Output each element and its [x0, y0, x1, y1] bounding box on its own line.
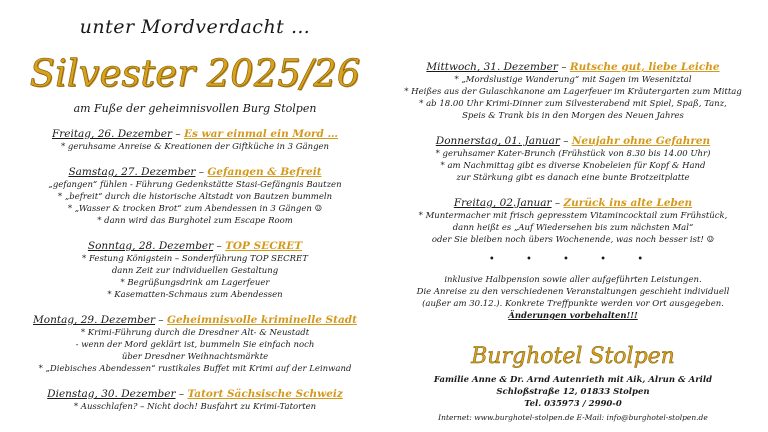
day-heading	[14, 313, 376, 327]
day-theme: Es war einmal ein Mord …	[183, 128, 339, 140]
hotel-name: Burghotel Stolpen	[471, 344, 675, 369]
event-title: Silvester 2025/26	[29, 52, 361, 95]
program-line: * Krimi-Führung durch die Dresdner Alt- & Neustadt	[80, 328, 310, 338]
hotel-address: Schloßstraße 12, 01833 Stolpen	[496, 387, 650, 397]
day-heading	[14, 127, 376, 141]
day-date: Samstag, 27. Dezember	[68, 166, 196, 178]
day-theme: Neujahr ohne Gefahren	[571, 135, 711, 147]
dash: –	[213, 240, 226, 252]
program-line: dann Zeit zur individuellen Gestaltung	[111, 266, 279, 276]
right-column	[392, 0, 754, 424]
dash: –	[175, 388, 188, 400]
program-line: * ab 18.00 Uhr Krimi-Dinner zum Silvesterabend mit Spiel, Spaß, Tanz,	[419, 99, 727, 109]
program-line: - wenn der Mord geklärt ist, bummeln Sie einfach noch	[75, 340, 315, 350]
changes-reserved: Änderungen vorbehalten!!!	[508, 311, 638, 321]
day-heading	[392, 196, 754, 210]
day-date: Freitag, 02.Januar	[453, 197, 552, 209]
program-line: * geruhsamer Kater-Brunch (Frühstück von 8.30 bis 14.00 Uhr)	[435, 149, 711, 159]
dash: –	[559, 135, 572, 147]
notes-block	[392, 274, 754, 322]
hotel-phone: Tel. 035973 / 2990-0	[524, 399, 622, 409]
day-block-dec-29	[14, 313, 376, 375]
program-line: * Festung Königstein – Sonderführung TOP SECRET	[82, 254, 308, 264]
event-subtitle: am Fuße der geheimnisvollen Burg Stolpen	[73, 102, 317, 115]
dash: –	[155, 314, 167, 326]
program-line: * Muntermacher mit frisch gepresstem Vitamincocktail zum Frühstück,	[418, 211, 728, 221]
day-block-dec-31	[392, 60, 754, 122]
program-line: Speis & Trank bis in den Morgen des Neuen Jahres	[462, 111, 684, 121]
day-heading	[14, 239, 376, 253]
day-date: Freitag, 26. Dezember	[51, 128, 173, 140]
day-block-dec-26	[14, 127, 376, 153]
note-line: inklusive Halbpension sowie aller aufgeführten Leistungen.	[444, 275, 702, 285]
headline: unter Mordverdacht …	[79, 16, 311, 38]
dash: –	[557, 61, 570, 73]
day-heading	[14, 387, 376, 401]
day-theme: Rutsche gut, liebe Leiche	[569, 61, 720, 73]
program-line: * „Diebisches Abendessen“ rustikales Buffet mit Krimi auf der Leinwand	[38, 364, 352, 374]
program-line: * am Nachmittag gibt es diverse Knobeleien für Kopf & Hand	[440, 161, 706, 171]
day-block-dec-28	[14, 239, 376, 301]
day-date: Sonntag, 28. Dezember	[87, 240, 214, 252]
day-date: Donnerstag, 01. Januar	[435, 135, 560, 147]
dash: –	[551, 197, 564, 209]
day-block-dec-30	[14, 387, 376, 413]
program-line: dann heißt es „Auf Wiedersehen bis zum nächsten Mal“	[452, 223, 694, 233]
program-line: „gefangen“ fühlen - Führung Gedenkstätte Stasi-Gefängnis Bautzen	[48, 180, 342, 190]
program-line: oder Sie bleiben noch übers Wochenende, was noch besser ist! ☺	[431, 235, 715, 245]
program-line: * „Mordslustige Wanderung“ mit Sagen im Wesenitztal	[454, 75, 692, 85]
separator-dots: • • • • •	[488, 254, 658, 265]
day-date: Mittwoch, 31. Dezember	[426, 61, 558, 73]
program-line: über Dresdner Weihnachtsmärkte	[121, 352, 269, 362]
day-heading	[14, 165, 376, 179]
program-line: zur Stärkung gibt es danach eine bunte Brotzeitplatte	[456, 173, 690, 183]
dash: –	[172, 128, 184, 140]
day-block-jan-01	[392, 134, 754, 184]
day-heading	[392, 60, 754, 74]
program-line: * Begrüßungsdrink am Lagerfeuer	[120, 278, 270, 288]
day-block-dec-27	[14, 165, 376, 227]
day-heading	[392, 134, 754, 148]
hotel-web-email: Internet: www.burghotel-stolpen.de E-Mail: info@burghotel-stolpen.de	[438, 413, 708, 422]
day-theme: Tatort Sächsische Schweiz	[187, 388, 343, 400]
left-column	[14, 0, 376, 413]
program-line: * „befreit“ durch die historische Altstadt von Bautzen bummeln	[57, 192, 333, 202]
program-line: * dann wird das Burghotel zum Escape Room	[97, 216, 293, 226]
note-line: Die Anreise zu den verschiedenen Veranstaltungen geschieht individuell	[416, 287, 730, 297]
program-line: * Ausschlafen? – Nicht doch! Busfahrt zu Krimi-Tatorten	[73, 402, 317, 412]
program-line: * „Wasser & trocken Brot“ zum Abendessen in 3 Gängen ☺	[67, 204, 323, 214]
day-theme: Zurück ins alte Leben	[563, 197, 693, 209]
day-block-jan-02	[392, 196, 754, 246]
note-line: (außer am 30.12.). Konkrete Treffpunkte werden vor Ort ausgegeben.	[422, 299, 724, 309]
dash: –	[195, 166, 208, 178]
hotel-owners: Familie Anne & Dr. Arnd Autenrieth mit Aik, Alrun & Arild	[433, 375, 713, 385]
program-line: * Heißes aus der Gulaschkanone am Lagerfeuer im Kräutergarten zum Mittag	[404, 87, 742, 97]
program-line: * geruhsame Anreise & Kreationen der Giftküche in 3 Gängen	[60, 142, 330, 152]
day-theme: TOP SECRET	[225, 240, 303, 252]
day-theme: Gefangen & Befreit	[207, 166, 322, 178]
day-theme: Geheimnisvolle kriminelle Stadt	[167, 314, 357, 326]
day-date: Dienstag, 30. Dezember	[47, 388, 176, 400]
day-date: Montag, 29. Dezember	[33, 314, 156, 326]
program-line: * Kasematten-Schmaus zum Abendessen	[107, 290, 283, 300]
